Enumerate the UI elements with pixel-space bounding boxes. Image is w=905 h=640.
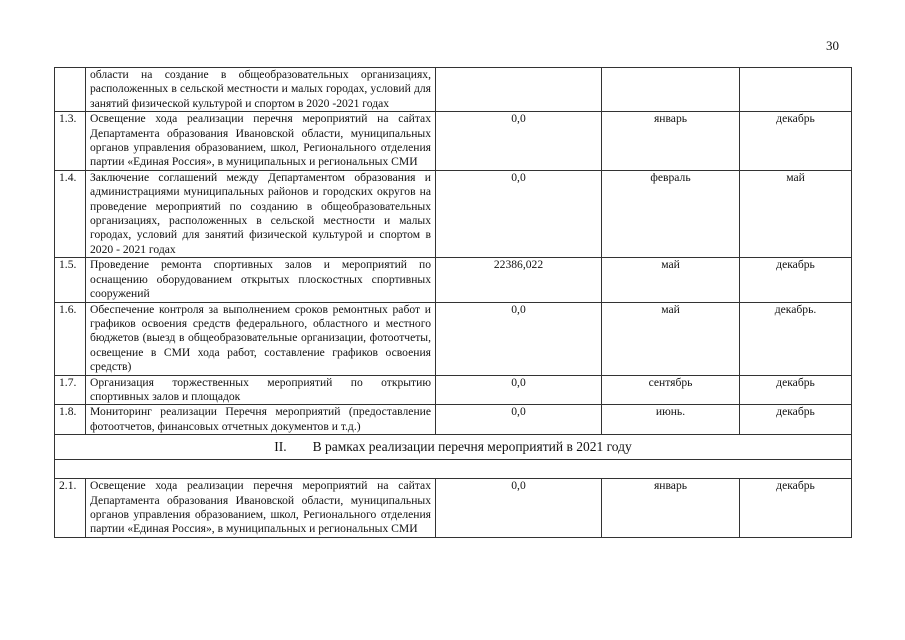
row-amount: [436, 68, 602, 112]
row-end-month: декабрь: [740, 479, 852, 538]
row-end-month: декабрь: [740, 112, 852, 171]
row-description: Освещение хода реализации перечня мероприятий на сайтах Департамента образования Ивановской области, муниципальных органов управления образованием, школ, Регионального отделения партии «Единая Россия», в муниципальных и региональных СМИ: [86, 112, 436, 171]
page-number: 30: [826, 38, 839, 53]
table-row: [55, 405, 852, 435]
row-amount: 0,0: [436, 170, 602, 257]
row-number: 1.3.: [55, 112, 86, 171]
table-row: [55, 302, 852, 375]
spacer-row: [55, 460, 852, 479]
row-number: 1.4.: [55, 170, 86, 257]
row-end-month: декабрь: [740, 405, 852, 435]
section-heading: [55, 435, 852, 460]
row-description: Освещение хода реализации перечня мероприятий на сайтах Департамента образования Ивановской области, муниципальных органов управления образованием, школ, Регионального отделения партии «Единая Россия», в муниципальных и региональных СМИ: [86, 479, 436, 538]
row-end-month: [740, 68, 852, 112]
row-description: области на создание в общеобразовательных организациях, расположенных в сельской местности и малых городах, условий для занятий физической культурой и спортом в 2020 -2021 годах: [86, 68, 436, 112]
spacer-cell: [55, 460, 852, 479]
row-number: 1.7.: [55, 375, 86, 405]
row-start-month: июнь.: [602, 405, 740, 435]
table-row: [55, 112, 852, 171]
section-number: II.: [274, 438, 287, 454]
row-end-month: декабрь: [740, 258, 852, 302]
row-number: 1.5.: [55, 258, 86, 302]
row-start-month: январь: [602, 112, 740, 171]
row-amount: 0,0: [436, 405, 602, 435]
section-title: В рамках реализации перечня мероприятий в 2021 году: [312, 438, 632, 454]
row-number: [55, 68, 86, 112]
row-number: 1.6.: [55, 302, 86, 375]
row-start-month: сентябрь: [602, 375, 740, 405]
table-row: [55, 258, 852, 302]
row-start-month: май: [602, 258, 740, 302]
row-number: 1.8.: [55, 405, 86, 435]
row-description: Проведение ремонта спортивных залов и мероприятий по оснащению оборудованием открытых плоскостных спортивных сооружений: [86, 258, 436, 302]
row-number: 2.1.: [55, 479, 86, 538]
row-description: Обеспечение контроля за выполнением сроков ремонтных работ и графиков освоения средств федерального, областного и местного бюджетов (выезд в общеобразовательные организации, фотоотчеты, освещение в СМИ хода работ, составление графиков освоения средств): [86, 302, 436, 375]
row-amount: 0,0: [436, 302, 602, 375]
row-start-month: январь: [602, 479, 740, 538]
table-row: [55, 68, 852, 112]
row-start-month: [602, 68, 740, 112]
row-amount: 0,0: [436, 375, 602, 405]
row-start-month: май: [602, 302, 740, 375]
row-description: Заключение соглашений между Департаментом образования и администрациями муниципальных районов и городских округов на проведение мероприятий по созданию в общеобразовательных организациях, расположенных в сельской местности и малых городах, условий для занятий физической культурой и спортом в 2020 - 2021 годах: [86, 170, 436, 257]
row-end-month: декабрь.: [740, 302, 852, 375]
section-heading-row: [55, 435, 852, 460]
activities-table: [54, 67, 852, 538]
row-description: Мониторинг реализации Перечня мероприятий (предоставление фотоотчетов, финансовых отчетных документов и т.д.): [86, 405, 436, 435]
table-row: [55, 479, 852, 538]
row-amount: 22386,022: [436, 258, 602, 302]
row-end-month: декабрь: [740, 375, 852, 405]
row-description: Организация торжественных мероприятий по открытию спортивных залов и площадок: [86, 375, 436, 405]
row-end-month: май: [740, 170, 852, 257]
table-row: [55, 170, 852, 257]
row-start-month: февраль: [602, 170, 740, 257]
row-amount: 0,0: [436, 479, 602, 538]
table-row: [55, 375, 852, 405]
row-amount: 0,0: [436, 112, 602, 171]
